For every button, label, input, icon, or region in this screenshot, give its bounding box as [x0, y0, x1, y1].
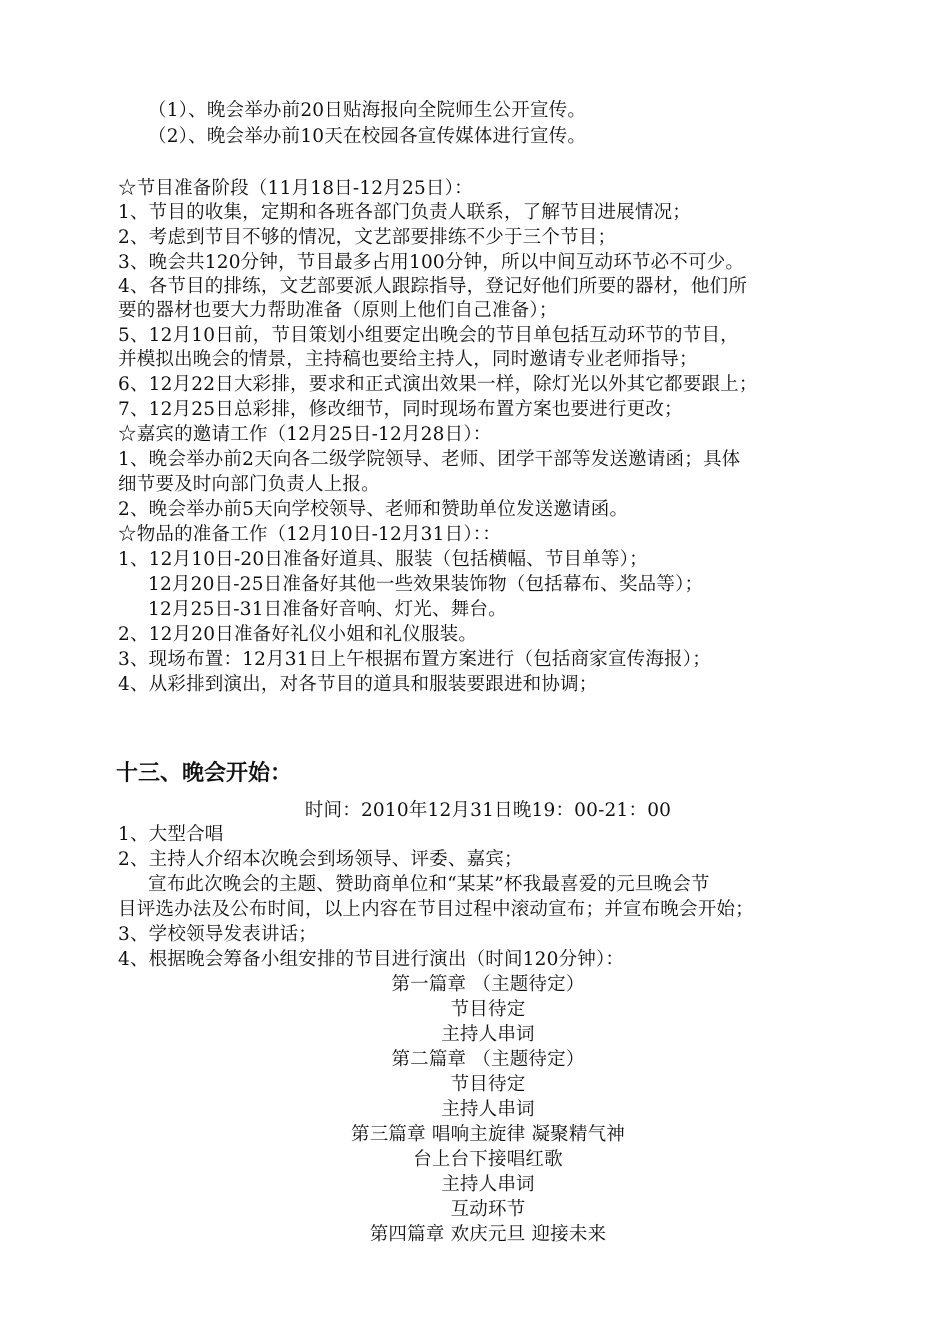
program-item: 节目待定 [450, 999, 526, 1020]
program-item: 主持人串词 [441, 1024, 535, 1045]
program-prep-line: 4、各节目的排练，文艺部要派人跟踪指导，登记好他们所要的器材，他们所 [118, 276, 748, 297]
section-heading: 十三、晚会开始： [116, 761, 293, 786]
program-item: 主持人串词 [441, 1174, 535, 1195]
event-line: 3、学校领导发表讲话； [118, 924, 317, 945]
program-item: 台上台下接唱红歌 [413, 1149, 563, 1170]
supplies-line: 1、12月10日-20日准备好道具、服装（包括横幅、节目单等）； [118, 549, 648, 570]
program-prep-line: 要的器材也要大力帮助准备（原则上他们自己准备）； [118, 300, 558, 321]
program-chapter: 第二篇章 （主题待定） [391, 1049, 585, 1070]
program-prep-line: 7、12月25日总彩排，修改细节，同时现场布置方案也要进行更改； [118, 399, 683, 420]
program-prep-line: 并模拟出晚会的情景，主持稿也要给主持人，同时邀请专业老师指导； [118, 349, 698, 370]
event-time: 时间：2010年12月31日晚19：00-21：00 [304, 800, 672, 821]
program-chapter: 第四篇章 欢庆元旦 迎接未来 [369, 1224, 607, 1245]
program-item: 互动环节 [450, 1199, 526, 1220]
guest-invite-title: ☆嘉宾的邀请工作（12月25日-12月28日）： [118, 424, 492, 445]
program-chapter: 第一篇章 （主题待定） [391, 974, 585, 995]
guest-invite-line: 细节要及时向部门负责人上报。 [118, 474, 380, 495]
event-line: 4、根据晚会筹备小组安排的节目进行演出（时间120分钟）： [118, 949, 625, 970]
intro-line-1: （1）、晚会举办前20日贴海报向全院师生公开宣传。 [148, 100, 587, 121]
supplies-line: 2、12月20日准备好礼仪小姐和礼仪服装。 [118, 624, 478, 645]
program-item: 节目待定 [450, 1074, 526, 1095]
program-prep-line: 3、晚会共120分钟，节目最多占用100分钟，所以中间互动环节必不可少。 [118, 252, 745, 273]
program-item: 主持人串词 [441, 1099, 535, 1120]
supplies-title: ☆物品的准备工作（12月10日-12月31日）：： [118, 524, 501, 545]
program-prep-title: ☆节目准备阶段（11月18日-12月25日）： [118, 178, 473, 199]
program-prep-line: 1、节目的收集，定期和各班各部门负责人联系，了解节目进展情况； [118, 202, 691, 223]
supplies-line: 3、现场布置：12月31日上午根据布置方案进行（包括商家宣传海报）； [118, 649, 711, 670]
guest-invite-line: 1、晚会举办前2天向各二级学院领导、老师、团学干部等发送邀请函；具体 [118, 449, 741, 470]
event-line: 目评选办法及公布时间，以上内容在节目过程中滚动宣布；并宣布晚会开始； [118, 899, 754, 920]
program-chapter: 第三篇章 唱响主旋律 凝聚精气神 [351, 1124, 625, 1145]
guest-invite-line: 2、晚会举办前5天向学校领导、老师和赞助单位发送邀请函。 [118, 499, 629, 520]
program-prep-line: 6、12月22日大彩排，要求和正式演出效果一样，除灯光以外其它都要跟上； [118, 374, 758, 395]
event-line: 1、大型合唱 [118, 824, 224, 845]
event-line: 2、主持人介绍本次晚会到场领导、评委、嘉宾； [118, 849, 523, 870]
program-prep-line: 2、考虑到节目不够的情况，文艺部要排练不少于三个节目； [118, 227, 617, 248]
program-prep-line: 5、12月10日前，节目策划小组要定出晚会的节目单包括互动环节的节目， [118, 325, 739, 346]
intro-line-2: （2）、晚会举办前10天在校园各宣传媒体进行宣传。 [148, 126, 587, 147]
supplies-line: 12月20日-25日准备好其他一些效果装饰物（包括幕布、奖品等）； [148, 574, 704, 595]
supplies-line: 4、从彩排到演出，对各节目的道具和服装要跟进和协调； [118, 674, 598, 695]
event-line: 宣布此次晚会的主题、赞助商单位和“某某”杯我最喜爱的元旦晚会节 [148, 874, 710, 895]
supplies-line: 12月25日-31日准备好音响、灯光、舞台。 [148, 599, 507, 620]
